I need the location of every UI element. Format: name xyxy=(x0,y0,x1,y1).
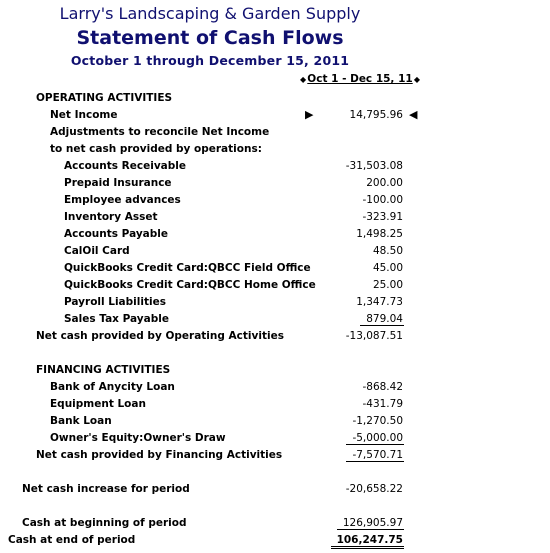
column-left-diamond-icon: ◆ xyxy=(300,74,307,84)
report-row-accounts-payable[interactable] xyxy=(0,226,550,243)
row-label: Equipment Loan xyxy=(50,398,146,410)
row-label: Adjustments to reconcile Net Income xyxy=(50,126,270,138)
report-row-bank-of-anycity-loan[interactable] xyxy=(0,379,550,396)
row-amount[interactable]: 48.50 xyxy=(372,245,403,257)
spacer-row xyxy=(0,345,550,362)
row-amount[interactable]: -7,570.71 xyxy=(324,449,404,462)
row-label: Net cash increase for period xyxy=(22,483,190,495)
section-heading-operating xyxy=(0,90,550,107)
report-row-net-income[interactable] xyxy=(0,107,550,124)
report-row-prepaid-insurance[interactable] xyxy=(0,175,550,192)
row-amount[interactable]: -868.42 xyxy=(362,381,403,393)
report-row-accounts-receivable[interactable] xyxy=(0,158,550,175)
row-label: Inventory Asset xyxy=(64,211,158,223)
row-amount[interactable]: 1,347.73 xyxy=(356,296,403,308)
report-row-owners-draw[interactable] xyxy=(0,430,550,447)
row-label: Net Income xyxy=(50,109,118,121)
row-label: CalOil Card xyxy=(64,245,130,257)
row-amount[interactable]: 200.00 xyxy=(366,177,403,189)
row-amount[interactable]: 1,498.25 xyxy=(356,228,403,240)
row-amount[interactable]: -431.79 xyxy=(362,398,403,410)
row-amount[interactable]: -100.00 xyxy=(362,194,403,206)
row-label: Sales Tax Payable xyxy=(64,313,169,325)
row-amount[interactable]: 126,905.97 xyxy=(324,517,404,530)
report-row-net-cash-financing[interactable] xyxy=(0,447,550,464)
report-body xyxy=(0,90,550,549)
row-label: Accounts Payable xyxy=(64,228,169,240)
section-heading-financing xyxy=(0,362,550,379)
row-amount[interactable]: -1,270.50 xyxy=(352,415,403,427)
row-selection-right-arrow-icon: ◀ xyxy=(409,108,418,121)
column-header[interactable] xyxy=(300,73,420,85)
row-selection-left-arrow-icon: ▶ xyxy=(305,108,314,121)
report-row-caloil-card[interactable] xyxy=(0,243,550,260)
row-amount[interactable]: -20,658.22 xyxy=(345,483,403,495)
row-amount[interactable]: 879.04 xyxy=(324,313,404,326)
report-row-qbcc-home-office[interactable] xyxy=(0,277,550,294)
row-label: Accounts Receivable xyxy=(64,160,186,172)
row-label: Net cash provided by Financing Activities xyxy=(36,449,283,461)
report-row-cash-beginning[interactable] xyxy=(0,515,550,532)
row-label: OPERATING ACTIVITIES xyxy=(36,92,173,104)
spacer-row xyxy=(0,464,550,481)
report-date-range: October 1 through December 15, 2011 xyxy=(70,53,350,68)
row-amount[interactable]: -13,087.51 xyxy=(345,330,403,342)
row-label: to net cash provided by operations: xyxy=(50,143,262,155)
report-row-qbcc-field-office[interactable] xyxy=(0,260,550,277)
report-row-bank-loan[interactable] xyxy=(0,413,550,430)
report-row-equipment-loan[interactable] xyxy=(0,396,550,413)
row-amount[interactable]: -323.91 xyxy=(362,211,403,223)
row-label: Cash at beginning of period xyxy=(22,517,187,529)
row-label: QuickBooks Credit Card:QBCC Field Office xyxy=(64,262,311,274)
column-right-diamond-icon: ◆ xyxy=(413,74,420,84)
row-label: Bank Loan xyxy=(50,415,112,427)
report-row-payroll-liabilities[interactable] xyxy=(0,294,550,311)
row-amount[interactable]: 25.00 xyxy=(372,279,403,291)
row-label: Prepaid Insurance xyxy=(64,177,172,189)
row-amount[interactable]: 14,795.96 xyxy=(349,109,403,121)
report-row-adjustments-line2 xyxy=(0,141,550,158)
row-label: Payroll Liabilities xyxy=(64,296,166,308)
report-row-net-cash-increase[interactable] xyxy=(0,481,550,498)
row-label: QuickBooks Credit Card:QBCC Home Office xyxy=(64,279,316,291)
row-label: Bank of Anycity Loan xyxy=(50,381,175,393)
report-row-employee-advances[interactable] xyxy=(0,192,550,209)
column-header-label: Oct 1 - Dec 15, 11 xyxy=(307,73,413,85)
company-name: Larry's Landscaping & Garden Supply xyxy=(59,4,361,23)
report-row-cash-end[interactable] xyxy=(0,532,550,549)
report-row-net-cash-operating[interactable] xyxy=(0,328,550,345)
row-label: Cash at end of period xyxy=(8,534,136,546)
report-row-adjustments-line1 xyxy=(0,124,550,141)
row-amount[interactable]: -5,000.00 xyxy=(324,432,404,445)
row-label: Employee advances xyxy=(64,194,181,206)
row-label: Net cash provided by Operating Activities xyxy=(36,330,284,342)
row-amount[interactable]: 45.00 xyxy=(372,262,403,274)
row-amount[interactable]: 106,247.75 xyxy=(324,534,404,549)
row-amount[interactable]: -31,503.08 xyxy=(345,160,403,172)
row-label: FINANCING ACTIVITIES xyxy=(36,364,171,376)
spacer-row xyxy=(0,498,550,515)
report-row-sales-tax-payable[interactable] xyxy=(0,311,550,328)
row-label: Owner's Equity:Owner's Draw xyxy=(50,432,226,444)
report-title: Statement of Cash Flows xyxy=(76,27,344,49)
report-row-inventory-asset[interactable] xyxy=(0,209,550,226)
